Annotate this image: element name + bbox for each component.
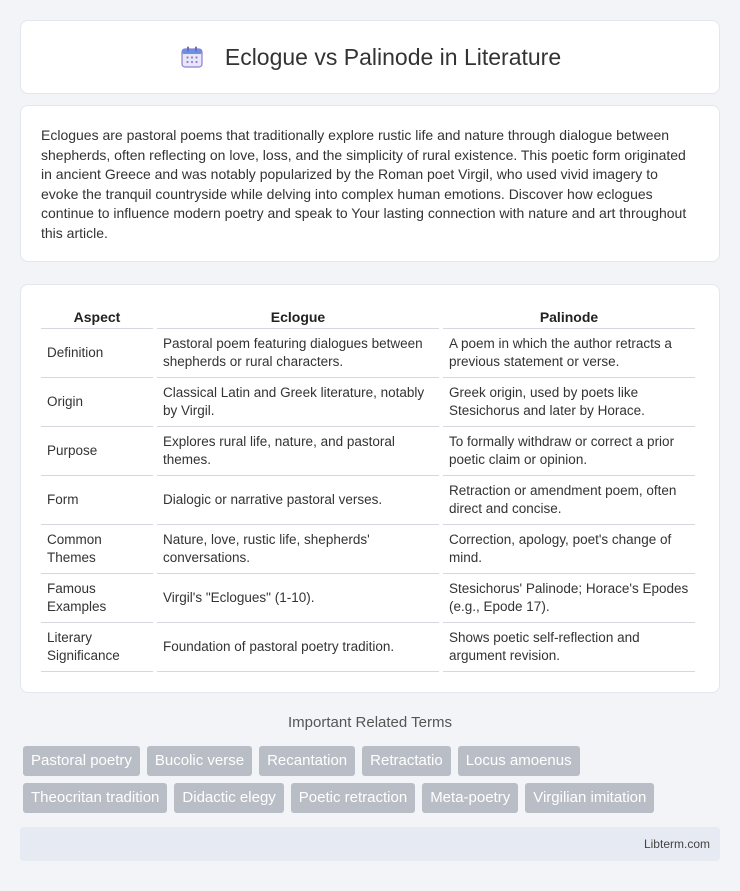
row-aspect: Famous Examples [41,574,153,623]
related-terms-title: Important Related Terms [288,714,452,731]
intro-card [20,105,720,262]
row-aspect: Origin [41,378,153,427]
header-palinode: Palinode [443,305,695,329]
term-tag[interactable]: Poetic retraction [291,783,415,813]
table-row [41,525,695,574]
term-tag[interactable]: Theocritan tradition [23,783,167,813]
table-row [41,427,695,476]
row-eclogue: Nature, love, rustic life, shepherds' conversations. [157,525,439,574]
row-palinode: Shows poetic self-reflection and argument revision. [443,623,695,672]
row-aspect: Definition [41,329,153,378]
page-title: Eclogue vs Palinode in Literature [224,43,562,70]
row-aspect: Form [41,476,153,525]
row-eclogue: Pastoral poem featuring dialogues between shepherds or rural characters. [157,329,439,378]
term-tag[interactable]: Recantation [259,746,355,776]
row-palinode: A poem in which the author retracts a previous statement or verse. [443,329,695,378]
row-eclogue: Dialogic or narrative pastoral verses. [157,476,439,525]
term-tag[interactable]: Meta-poetry [422,783,518,813]
row-aspect: Common Themes [41,525,153,574]
table-row [41,574,695,623]
row-eclogue: Foundation of pastoral poetry tradition. [157,623,439,672]
calendar-icon [179,44,205,70]
row-aspect: Literary Significance [41,623,153,672]
term-tag[interactable]: Virgilian imitation [525,783,654,813]
term-tag[interactable]: Bucolic verse [147,746,252,776]
table-row [41,329,695,378]
row-eclogue: Virgil's "Eclogues" (1-10). [157,574,439,623]
footer-site-link[interactable]: Libterm.com [643,837,710,851]
table-row [41,378,695,427]
term-tag[interactable]: Didactic elegy [174,783,283,813]
related-terms-list [23,746,713,813]
row-eclogue: Classical Latin and Greek literature, notably by Virgil. [157,378,439,427]
table-row [41,623,695,672]
comparison-card [20,284,720,693]
term-tag[interactable]: Retractatio [362,746,451,776]
table-row [41,476,695,525]
row-aspect: Purpose [41,427,153,476]
row-palinode: Stesichorus' Palinode; Horace's Epodes (e.g., Epode 17). [443,574,695,623]
table-header-row [41,305,695,329]
title-card [20,20,720,94]
term-tag[interactable]: Locus amoenus [458,746,580,776]
footer [20,827,720,861]
header-eclogue: Eclogue [157,305,439,329]
term-tag[interactable]: Pastoral poetry [23,746,140,776]
row-palinode: Retraction or amendment poem, often direct and concise. [443,476,695,525]
intro-paragraph: Eclogues are pastoral poems that traditionally explore rustic life and nature through dialogue between shepherds, often reflecting on love, loss, and the simplicity of rural existence. This poetic form originated in ancient Greece and was notably popularized by the Roman poet Virgil, who used vivid imagery to evoke the tranquil countryside while delving into complex human emotions. Discover how eclogues continue to influence modern poetry and speak to Your lasting connection with nature and art throughout this article. [41,127,687,241]
row-palinode: Greek origin, used by poets like Stesichorus and later by Horace. [443,378,695,427]
row-palinode: Correction, apology, poet's change of mind. [443,525,695,574]
row-palinode: To formally withdraw or correct a prior poetic claim or opinion. [443,427,695,476]
header-aspect: Aspect [41,305,153,329]
comparison-table [37,305,699,672]
row-eclogue: Explores rural life, nature, and pastoral themes. [157,427,439,476]
